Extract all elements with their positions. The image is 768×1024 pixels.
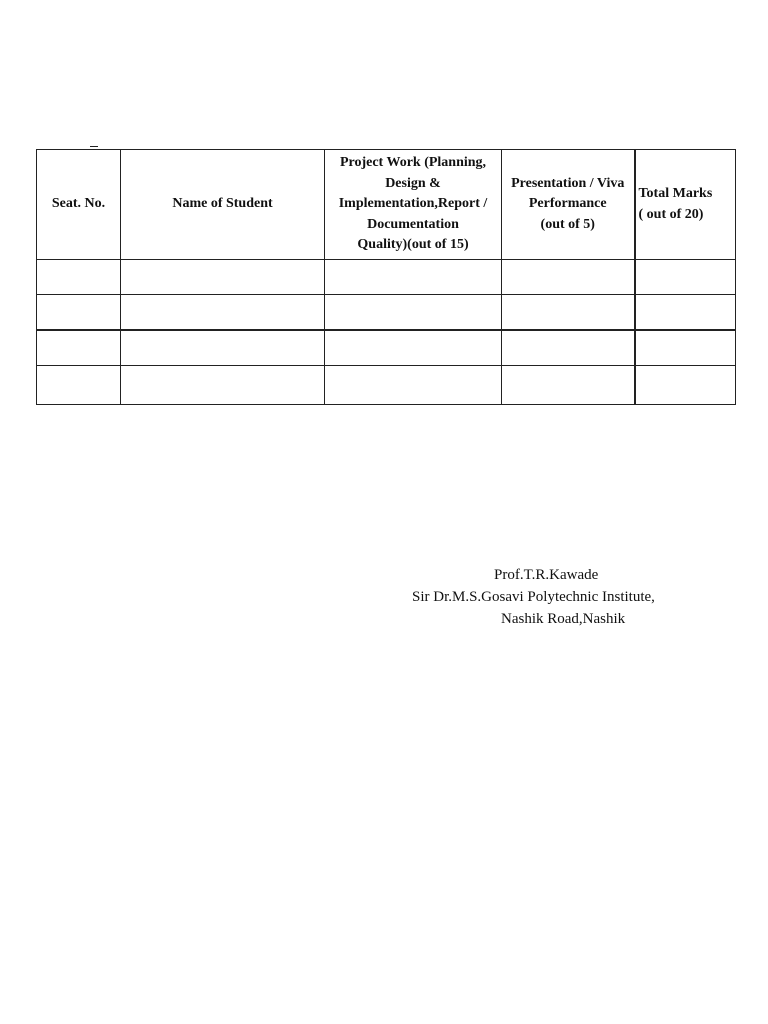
cell-seat-no[interactable] [37, 330, 121, 366]
cell-seat-no[interactable] [37, 260, 121, 295]
cell-total-marks[interactable] [635, 260, 736, 295]
cell-total-marks[interactable] [635, 330, 736, 366]
cell-seat-no[interactable] [37, 295, 121, 331]
table-row [37, 366, 736, 405]
signatory-institute: Sir Dr.M.S.Gosavi Polytechnic Institute, [412, 589, 655, 605]
cell-seat-no[interactable] [37, 366, 121, 405]
table-row [37, 330, 736, 366]
header-student-name: Name of Student [121, 150, 325, 260]
cell-project-work[interactable] [325, 295, 502, 331]
signatory-name: Prof.T.R.Kawade [494, 567, 599, 583]
cell-total-marks[interactable] [635, 366, 736, 405]
cell-presentation-viva[interactable] [502, 366, 635, 405]
table-header-row [37, 150, 736, 260]
signature-block [380, 564, 740, 630]
header-presentation-viva: Presentation / Viva Performance (out of 5) [502, 150, 635, 260]
table-row [37, 295, 736, 331]
cell-project-work[interactable] [325, 260, 502, 295]
signatory-address: Nashik Road,Nashik [501, 611, 626, 627]
cell-student-name[interactable] [121, 330, 325, 366]
cell-presentation-viva[interactable] [502, 295, 635, 331]
dash-mark [90, 146, 98, 147]
header-project-work: Project Work (Planning, Design & Implementation,Report / Documentation Quality)(out of 15) [325, 150, 502, 260]
cell-project-work[interactable] [325, 366, 502, 405]
cell-student-name[interactable] [121, 295, 325, 331]
header-seat-no: Seat. No. [37, 150, 121, 260]
table-row [37, 260, 736, 295]
cell-student-name[interactable] [121, 260, 325, 295]
cell-student-name[interactable] [121, 366, 325, 405]
cell-project-work[interactable] [325, 330, 502, 366]
cell-presentation-viva[interactable] [502, 330, 635, 366]
cell-total-marks[interactable] [635, 295, 736, 331]
marks-table [36, 149, 736, 405]
cell-presentation-viva[interactable] [502, 260, 635, 295]
header-total-marks: Total Marks ( out of 20) [635, 150, 736, 260]
